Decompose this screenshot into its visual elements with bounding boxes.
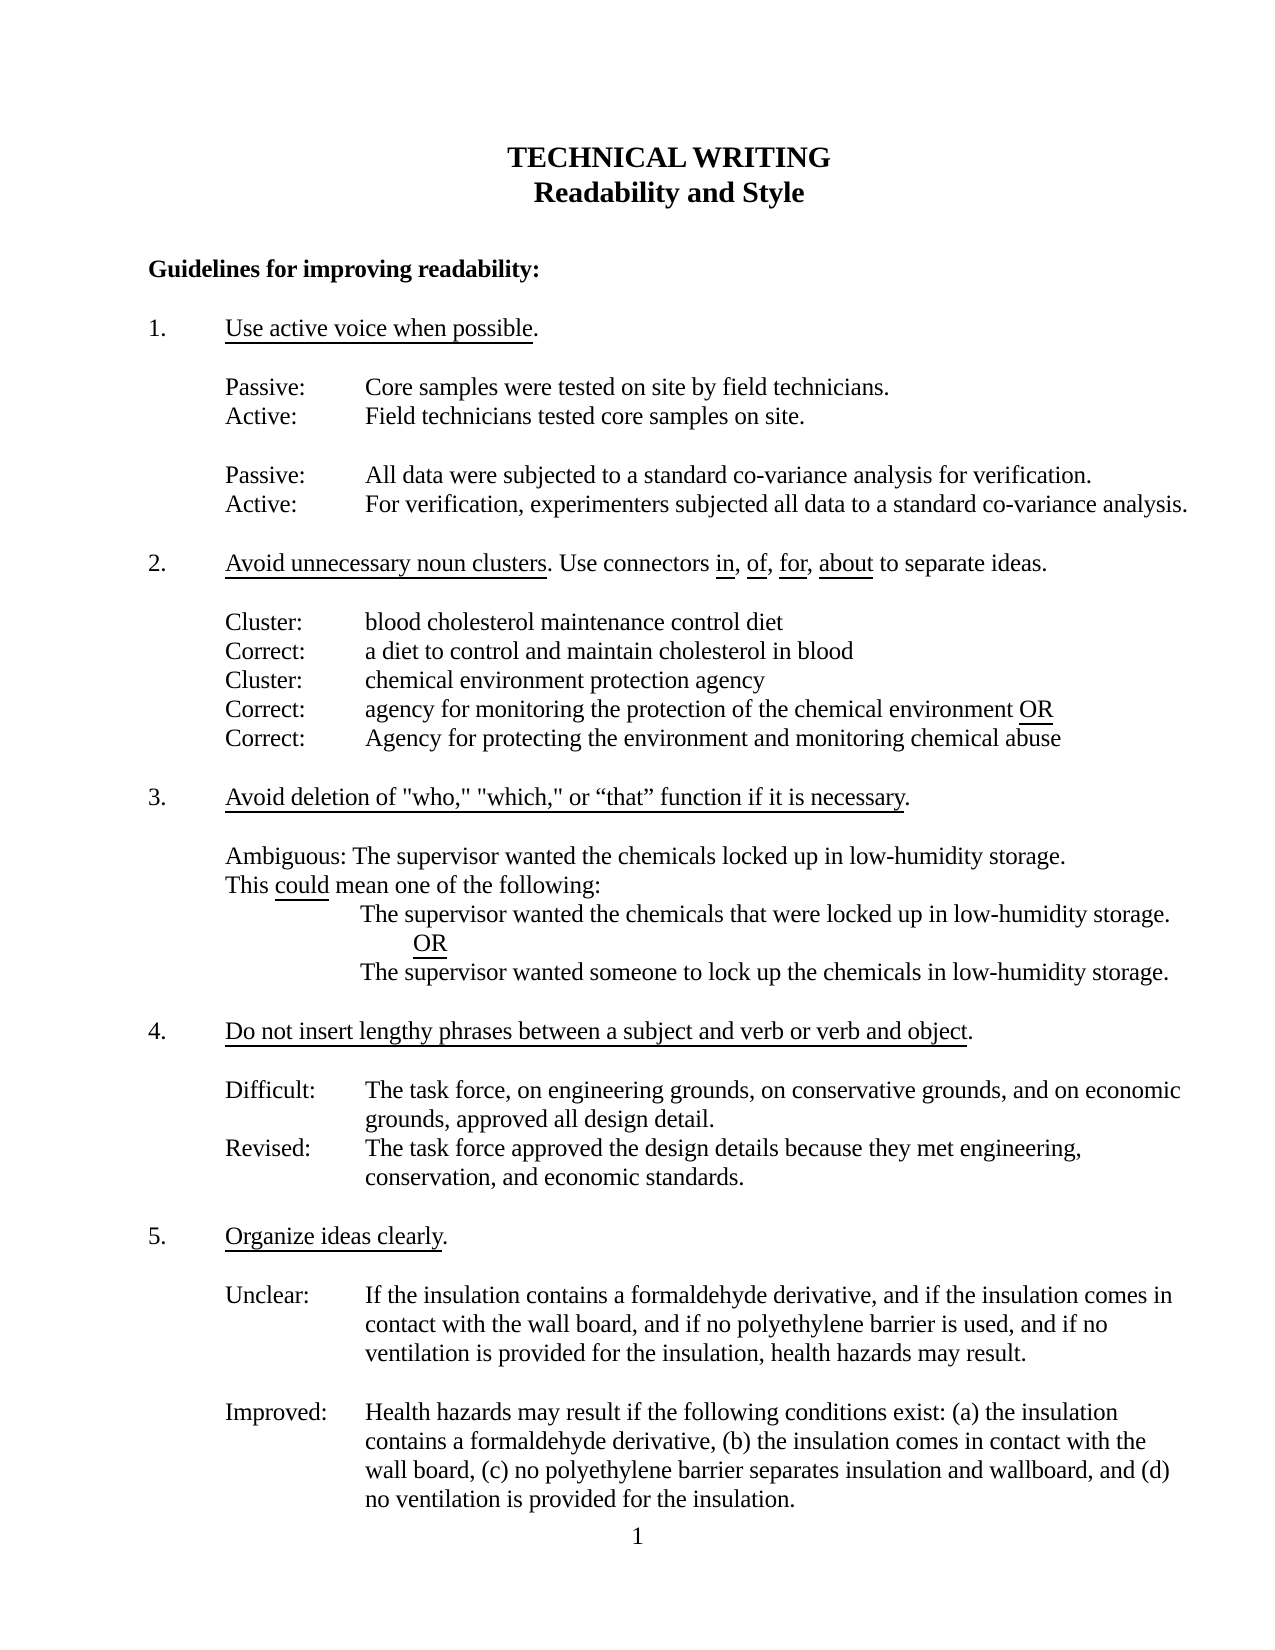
example-label: Passive:: [225, 462, 306, 489]
example-text: [365, 695, 1190, 724]
text-run: contact with the wall board, and if no polyethylene barrier is used, and if no: [365, 1311, 1108, 1338]
text-run: The task force approved the design details because they met engineering,: [365, 1135, 1082, 1162]
section-heading: [225, 1222, 448, 1251]
example-text: [365, 1134, 1190, 1192]
text-run: no ventilation is provided for the insulation.: [365, 1486, 796, 1513]
example-row: [225, 608, 1190, 637]
paragraph: [225, 842, 1190, 871]
example-label: Correct:: [225, 696, 306, 723]
example-row: [225, 666, 1190, 695]
text-run: mean one of the following:: [329, 872, 601, 899]
text-run: Field technicians tested core samples on site.: [365, 403, 805, 430]
example-row: [225, 1398, 1190, 1514]
example-row: [225, 1076, 1190, 1134]
example-label: Cluster:: [225, 667, 303, 694]
paragraph: [360, 900, 1190, 929]
example-block: [225, 1281, 1190, 1368]
example-row: [225, 373, 1190, 402]
page-number: 1: [631, 1523, 644, 1550]
text-run: .: [442, 1223, 449, 1250]
underlined-text: Avoid unnecessary noun clusters: [225, 550, 547, 577]
text-run: . Use connectors: [546, 550, 716, 577]
example-label: Active:: [225, 491, 298, 518]
example-row: [225, 724, 1190, 753]
section-heading: [225, 314, 539, 343]
example-text: [365, 608, 1190, 637]
section-heading-row: [148, 549, 1190, 578]
example-text: [365, 1281, 1190, 1368]
underlined-text: in: [715, 550, 735, 577]
text-run: The supervisor wanted the chemicals that were locked up in low-humidity storage.: [360, 901, 1171, 928]
text-run: Agency for protecting the environment and monitoring chemical abuse: [365, 725, 1062, 752]
text-run: The supervisor wanted someone to lock up the chemicals in low-humidity storage.: [360, 959, 1170, 986]
section: [148, 549, 1190, 753]
paragraph: [360, 958, 1190, 987]
example-block: [225, 373, 1190, 431]
example-label: Improved:: [225, 1399, 328, 1426]
section-heading-row: [148, 783, 1190, 812]
text-run: The task force, on engineering grounds, on conservative grounds, and on economic: [365, 1077, 1181, 1104]
text-run: wall board, (c) no polyethylene barrier separates insulation and wallboard, and (d): [365, 1457, 1170, 1484]
example-block: [225, 842, 1190, 987]
section: [148, 1222, 1190, 1514]
section-heading-row: [148, 1017, 1190, 1046]
underlined-text: of: [746, 550, 768, 577]
text-run: .: [967, 1018, 974, 1045]
section: [148, 314, 1190, 519]
section-heading: [225, 549, 1047, 578]
text-run: a diet to control and maintain cholesterol in blood: [365, 638, 854, 665]
example-text: [365, 461, 1190, 490]
section-number: 5.: [148, 1223, 167, 1250]
text-run: Ambiguous: The supervisor wanted the chemicals locked up in low-humidity storage.: [225, 843, 1066, 870]
section-number: 4.: [148, 1018, 167, 1045]
underlined-text: could: [274, 872, 330, 899]
text-run: Health hazards may result if the following conditions exist: (a) the insulation: [365, 1399, 1118, 1426]
paragraph: [413, 929, 1190, 958]
example-text: [365, 1398, 1190, 1514]
example-label: Correct:: [225, 638, 306, 665]
example-label: Unclear:: [225, 1282, 310, 1309]
example-row: [225, 402, 1190, 431]
section: [148, 1017, 1190, 1192]
example-row: [225, 490, 1190, 519]
example-text: [365, 637, 1190, 666]
example-block: [225, 608, 1190, 753]
text-run: agency for monitoring the protection of the chemical environment: [365, 696, 1020, 723]
text-run: contains a formaldehyde derivative, (b) the insulation comes in contact with the: [365, 1428, 1146, 1455]
example-label: Revised:: [225, 1135, 311, 1162]
section-heading-row: [148, 1222, 1190, 1251]
example-row: [225, 1281, 1190, 1368]
text-run: This: [225, 872, 275, 899]
text-run: All data were subjected to a standard co-variance analysis for verification.: [365, 462, 1092, 489]
text-run: grounds, approved all design detail.: [365, 1106, 715, 1133]
section-number: 2.: [148, 550, 167, 577]
example-row: [225, 695, 1190, 724]
underlined-text: Do not insert lengthy phrases between a subject and verb or verb and object: [225, 1018, 968, 1045]
text-run: ,: [734, 550, 747, 577]
example-label: Correct:: [225, 725, 306, 752]
text-run: blood cholesterol maintenance control diet: [365, 609, 783, 636]
example-label: Active:: [225, 403, 298, 430]
text-run: ,: [767, 550, 780, 577]
example-row: [225, 461, 1190, 490]
underlined-text: Avoid deletion of "who," "which," or “that” function if it is necessary: [225, 784, 905, 811]
text-run: Core samples were tested on site by field technicians.: [365, 374, 890, 401]
underlined-text: about: [818, 550, 874, 577]
section-number: 3.: [148, 784, 167, 811]
section-heading: [225, 783, 910, 812]
paragraph: [225, 871, 1190, 900]
example-text: [365, 402, 1190, 431]
example-label: Cluster:: [225, 609, 303, 636]
title-block: [148, 140, 1190, 210]
example-text: [365, 1076, 1190, 1134]
document-title: TECHNICAL WRITING: [507, 141, 831, 174]
section-heading-row: [148, 314, 1190, 343]
example-row: [225, 1134, 1190, 1192]
example-row: [225, 637, 1190, 666]
text-run: If the insulation contains a formaldehyde derivative, and if the insulation comes in: [365, 1282, 1173, 1309]
underlined-text: for: [779, 550, 807, 577]
underlined-text: OR: [413, 930, 448, 957]
sections-list: [148, 314, 1190, 1514]
section-number: 1.: [148, 315, 167, 342]
text-run: ventilation is provided for the insulation, health hazards may result.: [365, 1340, 1027, 1367]
example-text: [365, 724, 1190, 753]
example-block: [225, 461, 1190, 519]
example-block: [225, 1076, 1190, 1192]
section: [148, 783, 1190, 987]
example-label: Difficult:: [225, 1077, 316, 1104]
underlined-text: Organize ideas clearly: [225, 1223, 443, 1250]
underlined-text: OR: [1019, 696, 1054, 723]
example-block: [225, 1398, 1190, 1514]
text-run: conservation, and economic standards.: [365, 1164, 745, 1191]
section-heading: [225, 1017, 973, 1046]
example-label: Passive:: [225, 374, 306, 401]
example-text: [365, 490, 1190, 519]
text-run: .: [532, 315, 539, 342]
text-run: ,: [806, 550, 819, 577]
text-run: .: [904, 784, 911, 811]
example-text: [365, 373, 1190, 402]
guidelines-heading: Guidelines for improving readability:: [148, 256, 540, 283]
text-run: For verification, experimenters subjected all data to a standard co-variance analysis.: [365, 491, 1188, 518]
example-text: [365, 666, 1190, 695]
text-run: chemical environment protection agency: [365, 667, 765, 694]
document-subtitle: Readability and Style: [533, 176, 805, 209]
text-run: to separate ideas.: [873, 550, 1048, 577]
underlined-text: Use active voice when possible: [225, 315, 533, 342]
